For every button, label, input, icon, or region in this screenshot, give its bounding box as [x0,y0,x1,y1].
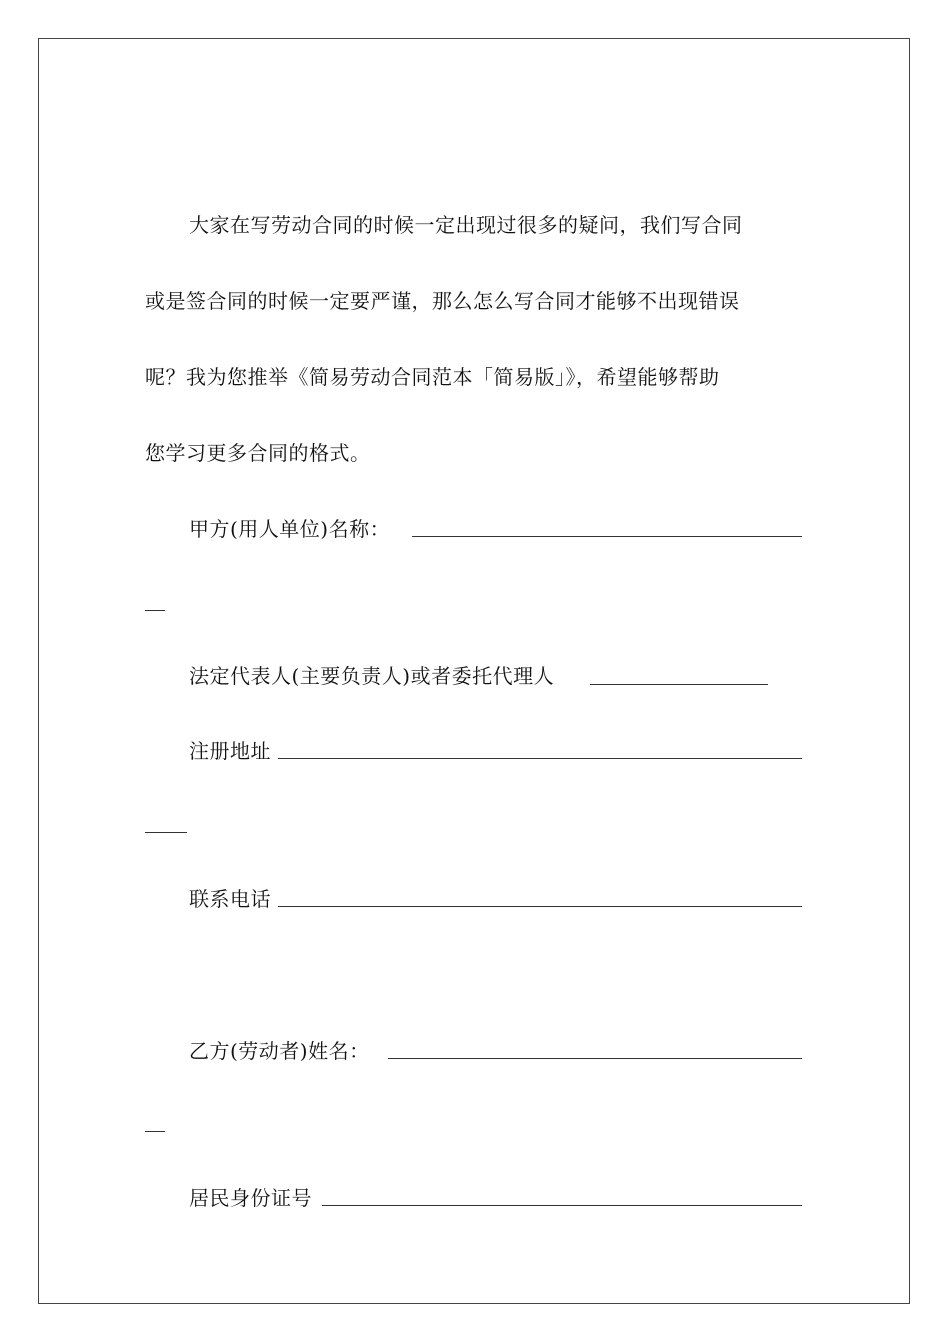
id-number-blank[interactable] [322,1205,802,1206]
legal-rep-blank[interactable] [590,684,768,685]
intro-line-2: 或是签合同的时候一定要严谨，那么怎么写合同才能够不出现错误 [145,289,740,313]
address-blank-continuation[interactable] [145,832,187,833]
intro-line-3: 呢？我为您推举《简易劳动合同范本「简易版」》，希望能够帮助 [145,365,720,389]
phone-blank[interactable] [278,906,802,907]
legal-rep-label: 法定代表人(主要负责人)或者委托代理人 [189,664,555,688]
party-a-name-label: 甲方(用人单位)名称： [189,517,391,541]
address-blank[interactable] [278,758,802,759]
phone-label: 联系电话 [189,887,271,911]
intro-line-1: 大家在写劳动合同的时候一定出现过很多的疑问，我们写合同 [189,213,743,237]
party-b-name-label: 乙方(劳动者)姓名： [189,1039,370,1063]
party-b-name-blank-continuation[interactable] [145,1131,165,1132]
intro-line-4: 您学习更多合同的格式。 [145,441,371,465]
party-a-name-blank[interactable] [412,536,802,537]
party-a-name-blank-continuation[interactable] [145,610,165,611]
party-b-name-blank[interactable] [388,1058,802,1059]
id-number-label: 居民身份证号 [189,1186,312,1210]
address-label: 注册地址 [189,739,271,763]
